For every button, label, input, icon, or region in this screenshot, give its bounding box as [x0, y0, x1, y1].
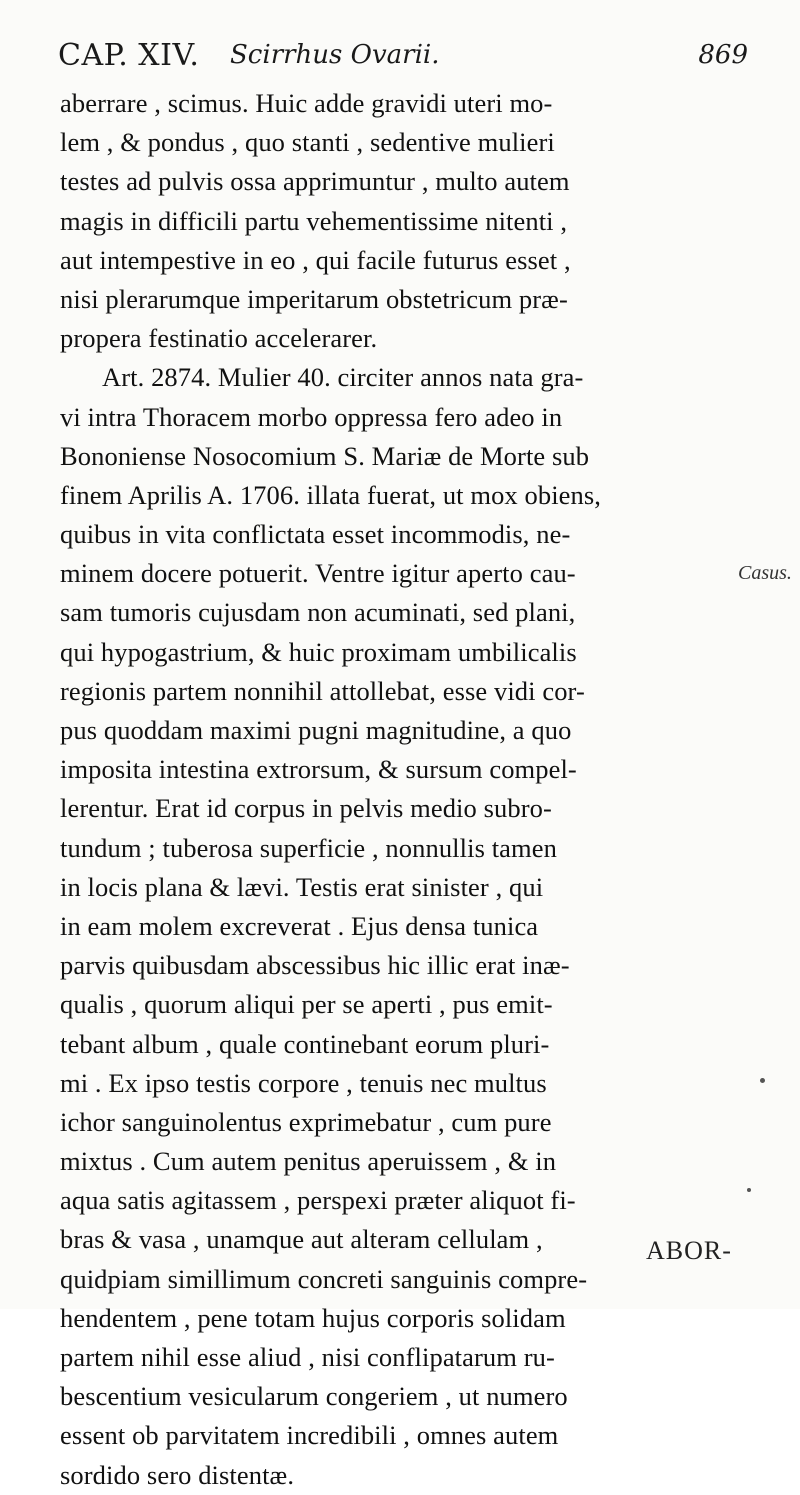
text-line: minem docere potuerit. Ventre igitur aperto cau-: [60, 558, 576, 589]
ink-speck: [760, 1078, 765, 1083]
text-line: partem nihil esse aliud , nisi conflipatarum ru-: [60, 1342, 555, 1372]
text-line: mixtus . Cum autem penitus aperuissem , & in: [60, 1146, 557, 1177]
page-number: 869: [698, 40, 748, 70]
text-line: qui hypogastrium, & huic proximam umbilicalis: [60, 636, 577, 667]
text-line: tebant album , quale continebant eorum pluri-: [60, 1028, 550, 1059]
text-line: aberrare , scimus. Huic adde gravidi uteri mo-: [60, 88, 553, 118]
text-line: aqua satis agitassem , perspexi præter aliquot fi-: [60, 1185, 576, 1216]
chapter-label: CAP. XIV.: [58, 38, 200, 73]
text-line: finem Aprilis A. 1706. illata fuerat, ut mox obiens,: [60, 479, 602, 510]
text-line: lerentur. Erat id corpus in pelvis medio subro-: [60, 793, 552, 824]
text-line: qualis , quorum aliqui per se aperti , pus emit-: [60, 989, 553, 1020]
text-line: Bononiense Nosocomium S. Mariæ de Morte sub: [60, 440, 590, 471]
text-line: mi . Ex ipso testis corpore , tenuis nec multus: [60, 1067, 547, 1098]
text-line: essent ob parvitatem incredibili , omnes autem: [60, 1420, 559, 1451]
text-line: lem , & pondus , quo stanti , sedentive mulieri: [60, 127, 555, 158]
text-line: in eam molem excreverat . Ejus densa tunica: [60, 910, 539, 941]
margin-note: Casus.: [738, 562, 792, 584]
text-line: propera festinatio accelerarer.: [60, 323, 378, 354]
text-line: ichor sanguinolentus exprimebatur , cum pure: [60, 1106, 552, 1137]
text-line: quibus in vita conflictata esset incommodis, ne-: [60, 519, 571, 550]
text-line: pus quoddam maximi pugni magnitudine, a quo: [60, 715, 572, 745]
text-line: tundum ; tuberosa superficie , nonnullis tamen: [60, 832, 557, 863]
text-line: hendentem , pene totam hujus corporis solidam: [60, 1302, 566, 1333]
ink-speck: [747, 1188, 751, 1192]
text-line: parvis quibusdam abscessibus hic illic erat inæ-: [60, 950, 570, 981]
text-line: vi intra Thoracem morbo oppressa fero adeo in: [60, 401, 563, 432]
section-title: Scirrhus Ovarii.: [230, 40, 440, 70]
text-line: imposita intestina extrorsum, & sursum compel-: [60, 754, 577, 785]
text-line: regionis partem nonnihil attollebat, esse vidi cor-: [60, 675, 585, 706]
text-line: in locis plana & lævi. Testis erat sinister , qui: [60, 871, 544, 902]
text-line: aut intempestive in eo , qui facile futurus esset ,: [60, 244, 571, 275]
text-line: magis in difficili partu vehementissime nitenti ,: [60, 205, 568, 236]
text-line: Art. 2874. Mulier 40. circiter annos nata gra-: [102, 362, 584, 393]
text-line: testes ad pulvis ossa apprimuntur , multo autem: [60, 166, 570, 197]
catchword: ABOR-: [646, 1236, 732, 1265]
text-line: sam tumoris cujusdam non acuminati, sed plani,: [60, 597, 576, 628]
text-line: bescentium vesicularum congeriem , ut numero: [60, 1381, 568, 1412]
text-line: bras & vasa , unamque aut alteram cellulam ,: [60, 1224, 543, 1255]
running-head: [58, 38, 748, 78]
text-line: sordido sero distentæ.: [60, 1459, 295, 1490]
body-text: [60, 84, 760, 1495]
text-line: quidpiam simillimum concreti sanguinis compre-: [60, 1263, 588, 1294]
text-line: nisi plerarumque imperitarum obstetricum præ-: [60, 283, 568, 314]
